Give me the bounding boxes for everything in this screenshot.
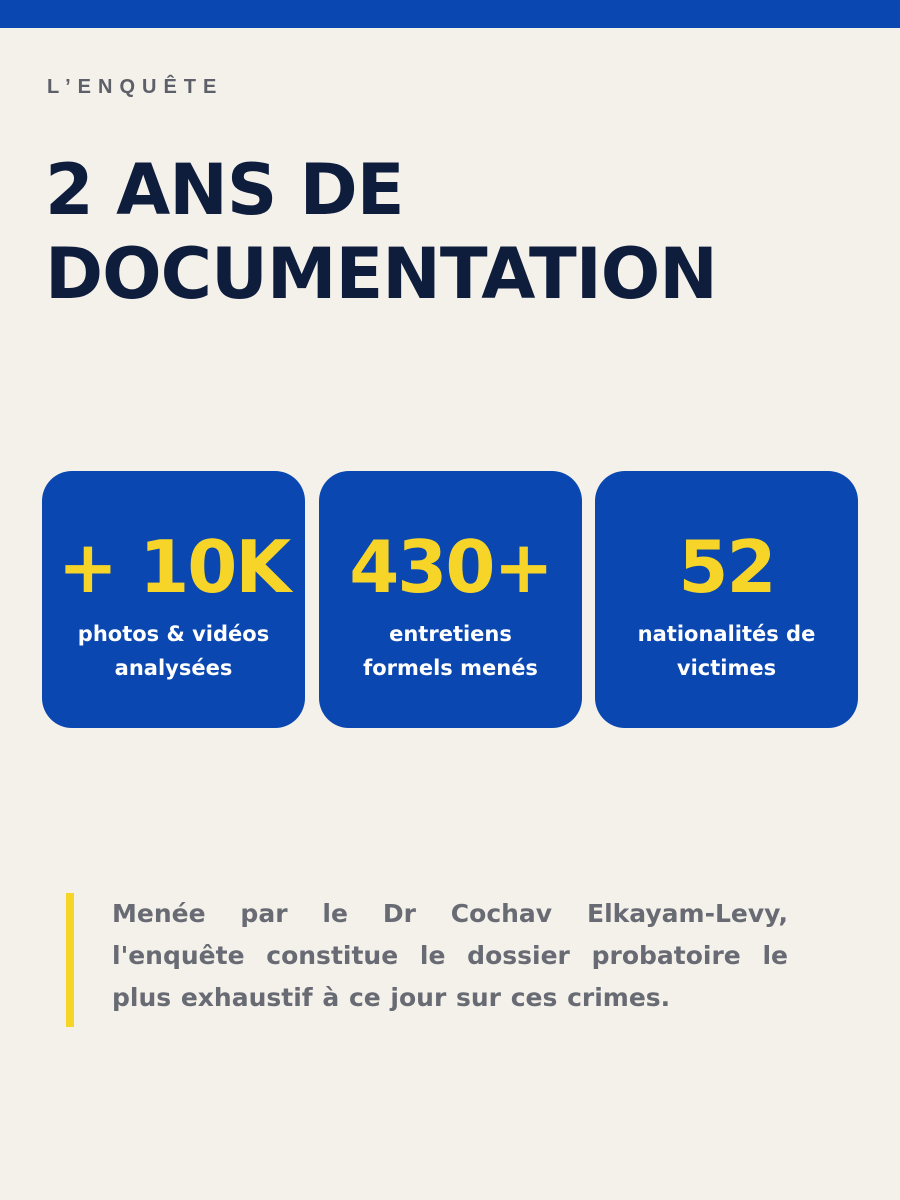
stat-label: nationalités de victimes bbox=[637, 622, 816, 680]
top-accent-bar bbox=[0, 0, 900, 28]
stats-row bbox=[42, 471, 858, 728]
quote-text: Menée par le Dr Cochav Elkayam-Levy, l'enquête constitue le dossier probatoire le plus exhaustif à ce jour sur ces crimes. bbox=[112, 899, 788, 1012]
quote-accent-bar bbox=[66, 893, 74, 1027]
stat-label: entretiens formels menés bbox=[363, 622, 538, 680]
stat-value: 430+ bbox=[349, 525, 552, 609]
page-title-line-1: 2 ANS DE bbox=[45, 149, 404, 231]
stat-label: photos & vidéos analysées bbox=[77, 622, 270, 680]
page-title-line-2: DOCUMENTATION bbox=[45, 233, 717, 315]
section-kicker: L’ENQUÊTE bbox=[47, 76, 224, 98]
stat-value: 52 bbox=[678, 525, 775, 609]
page-title bbox=[45, 148, 875, 316]
stat-card-media bbox=[42, 471, 305, 728]
stat-value: + 10K bbox=[57, 525, 290, 609]
stat-card-interviews bbox=[319, 471, 582, 728]
stat-card-nationalities bbox=[595, 471, 858, 728]
